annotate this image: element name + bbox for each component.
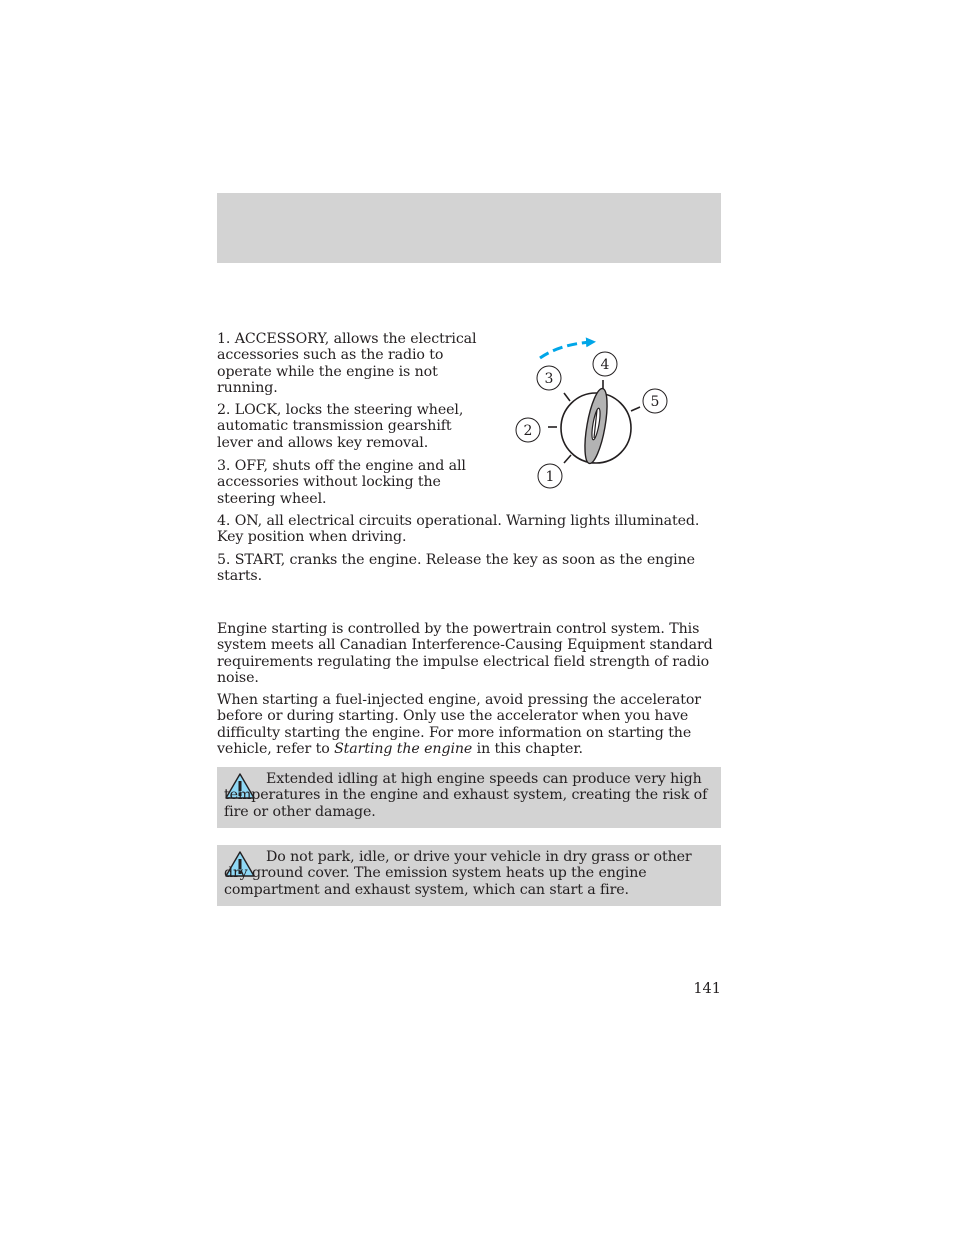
svg-text:1: 1 xyxy=(545,469,555,485)
on-description: 4. ON, all electrical circuits operational. Warning lights illuminated. Key position when driving. xyxy=(217,513,700,546)
warning-parking-text: Do not park, idle, or drive your vehicle in dry grass or other dry ground cover. The emission system heats up the engine compartment and exhaust system, which can start a fire. xyxy=(224,849,692,898)
start-description: 5. START, cranks the engine. Release the key as soon as the engine starts. xyxy=(217,552,695,585)
off-description: 3. OFF, shuts off the engine and all accessories without locking the steering wheel. xyxy=(217,458,466,507)
header-bar xyxy=(217,193,721,263)
rotation-arrow-icon xyxy=(540,342,592,358)
svg-text:5: 5 xyxy=(650,394,660,410)
warning-idling-text: Extended idling at high engine speeds can produce very high temperatures in the engine and exhaust system, creating the risk of fire or other damage. xyxy=(224,771,708,820)
ignition-diagram xyxy=(505,325,685,500)
svg-text:3: 3 xyxy=(544,371,554,387)
position-label-1 xyxy=(538,464,562,488)
powertrain-paragraph: Engine starting is controlled by the powertrain control system. This system meets all Canadian Interference-Causing Equipment standard requirements regulating the impulse electrical field strength of radio noise. xyxy=(217,621,713,687)
warning-idling xyxy=(217,767,721,828)
position-label-3 xyxy=(537,366,561,390)
svg-text:4: 4 xyxy=(600,357,610,373)
fuel-injected-paragraph: When starting a fuel-injected engine, avoid pressing the accelerator before or during starting. Only use the accelerator when you have difficulty starting the engine. For more information on starting the vehicle, refer to Starting the engine in this chapter. xyxy=(217,692,701,758)
position-label-4 xyxy=(593,352,617,376)
position-label-2 xyxy=(516,418,540,442)
accessory-description: 1. ACCESSORY, allows the electrical accessories such as the radio to operate while the engine is not running. xyxy=(217,331,477,397)
lock-description: 2. LOCK, locks the steering wheel, automatic transmission gearshift lever and allows key removal. xyxy=(217,402,464,451)
position-label-5 xyxy=(643,389,667,413)
svg-text:2: 2 xyxy=(523,423,533,439)
page-number: 141 xyxy=(693,981,721,997)
starting-engine-reference: Starting the engine xyxy=(334,741,473,758)
warning-parking xyxy=(217,845,721,906)
